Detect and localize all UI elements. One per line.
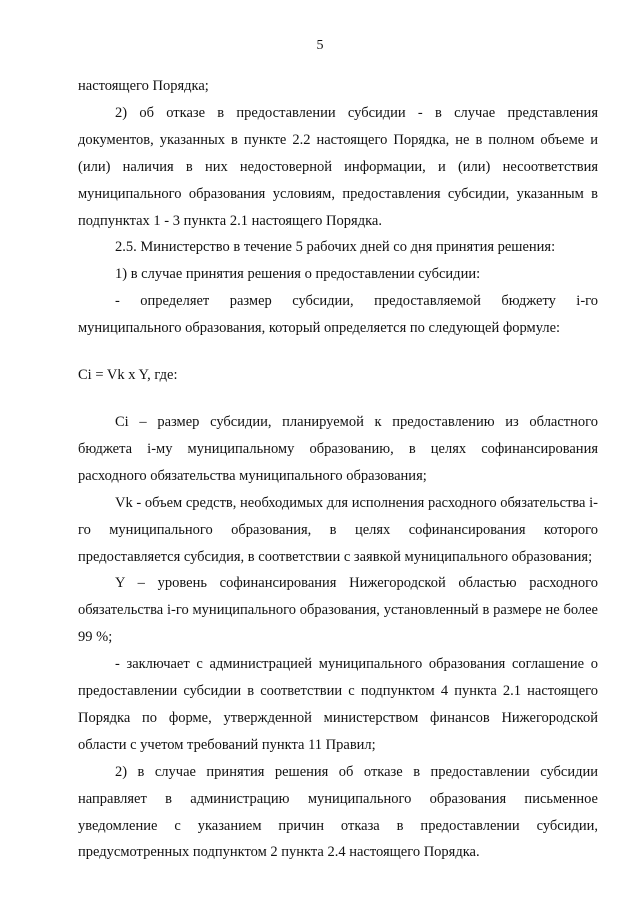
paragraph-determine-size: - определяет размер субсидии, предоставляемой бюджету i-го муниципального образования, который определяется по следующей формуле: [78,293,598,337]
paragraph-continuation: настоящего Порядка; [78,78,209,94]
paragraph-ci-definition: Ci – размер субсидии, планируемой к предоставлению из областного бюджета i-му муниципальному образованию, в целях софинансирования расходного обязательства муниципального образования; [78,413,598,484]
paragraph-case-refused: 2) в случае принятия решения об отказе в предоставлении субсидии направляет в администрацию муниципального образования письменное уведомление с указанием причин отказа в предоставлении субсидии, предусмотренных подпунктом 2 пункта 2.4 настоящего Порядка. [78,763,598,861]
formula: Ci = Vk x Y, где: [78,367,178,384]
paragraph-y-definition: Y – уровень софинансирования Нижегородской областью расходного обязательства i-го муниципального образования, установленный в размере не более 99 %; [78,575,598,646]
document-body [78,73,598,866]
paragraph-2-5: 2.5. Министерство в течение 5 рабочих дней со дня принятия решения: [115,239,556,256]
paragraph-vk-definition: Vk - объем средств, необходимых для исполнения расходного обязательства i-го муниципального образования, в целях софинансирования которого предоставляется субсидия, в соответствии с заявкой муниципального образования; [78,494,598,565]
page-number: 5 [316,38,324,53]
paragraph-agreement: - заключает с администрацией муниципального образования соглашение о предоставлении субсидии в соответствии с подпунктом 4 пункта 2.1 настоящего Порядка по форме, утвержденной министерством финансов Нижегородской области с учетом требований пункта 11 Правил; [78,656,598,753]
paragraph-case-granted: 1) в случае принятия решения о предоставлении субсидии: [115,266,481,283]
paragraph-refusal-grounds: 2) об отказе в предоставлении субсидии - в случае представления документов, указанных в пункте 2.2 настоящего Порядка, не в полном объеме и (или) наличия в них недостоверной информации, и (или) несоответствия муниципального образования условиям, предоставления субсидии, указанным в подпунктах 1 - 3 пункта 2.1 настоящего Порядка. [78,104,598,229]
